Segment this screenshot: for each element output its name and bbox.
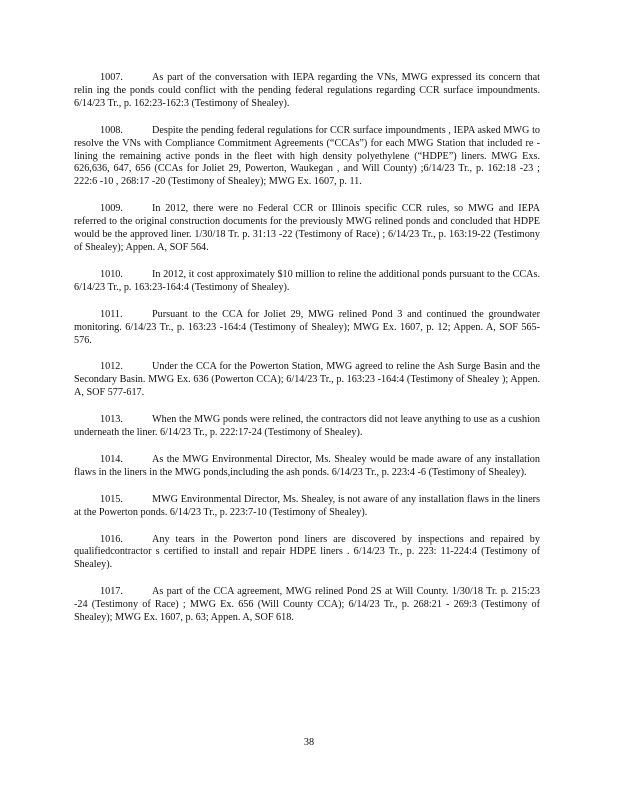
paragraph-text: Under the CCA for the Powerton Station, MWG agreed to reline the Ash Surge Basin and the Secondary Basin. MWG Ex. 636 (Powerton CCA); 6/14/23 Tr., p. 163:23 -164:4 (Testimony of Shealey ); Appen. A, SOF 577-617.	[74, 361, 540, 399]
paragraph-number: 1015.	[100, 493, 123, 505]
paragraph-1011	[74, 309, 540, 348]
paragraph-text: As part of the CCA agreement, MWG relined Pond 2S at Will County. 1/30/18 Tr. p. 215:23 -24 (Testimony of Race) ; MWG Ex. 656 (Will County CCA); 6/14/23 Tr., p. 268:21 - 269:3 (Testimony of Shealey); MWG Ex. 1607, p. 63; Appen. A, SOF 618.	[74, 586, 540, 624]
paragraph-number: 1010.	[100, 268, 123, 280]
paragraph-text: In 2012, there were no Federal CCR or Illinois specific CCR rules, so MWG and IEPA referred to the original construction documents for the previously MWG relined ponds and concluded that HDPE would be the approved liner. 1/30/18 Tr. p. 31:13 -22 (Testimony of Race) ; 6/14/23 Tr., p. 163:19-22 (Testimony of Shealey); Appen. A, SOF 564.	[74, 203, 540, 253]
paragraph-number: 1017.	[100, 586, 123, 598]
paragraph-1007	[74, 72, 540, 111]
paragraph-text: Any tears in the Powerton pond liners are discovered by inspections and repaired by qualifiedcontractor s certified to install and repair HDPE liners . 6/14/23 Tr., p. 223: 11-224:4 (Testimony of Shealey).	[74, 533, 540, 571]
paragraph-number: 1008.	[100, 124, 123, 136]
paragraph-1013	[74, 414, 540, 440]
paragraph-text: Despite the pending federal regulations for CCR surface impoundments , IEPA asked MWG to resolve the VNs with Compliance Commitment Agreements (“CCAs”) for each MWG Station that included re -lining the remaining active ponds in the fleet with high density polyethylene (“HDPE”) liners. MWG Exs. 626,636, 647, 656 (CCAs for Joliet 29, Powerton, Waukegan , and Will County) ;6/14/23 Tr., p. 162:18 -23 ; 222:6 -10 , 268:17 -20 (Testimony of Shealey); MWG Ex. 1607, p. 11.	[74, 124, 540, 188]
paragraph-1016	[74, 534, 540, 573]
paragraph-1014	[74, 454, 540, 480]
paragraph-text: As part of the conversation with IEPA regarding the VNs, MWG expressed its concern that relin ing the ponds could conflict with the pending federal regulations regarding CCR surface impoundments. 6/14/23 Tr., p. 162:23-162:3 (Testimony of Shealey).	[74, 72, 540, 109]
paragraph-number: 1007.	[100, 72, 123, 83]
paragraph-text: When the MWG ponds were relined, the contractors did not leave anything to use as a cushion underneath the liner. 6/14/23 Tr., p. 222:17-24 (Testimony of Shealey).	[74, 414, 540, 439]
paragraph-1015	[74, 494, 540, 520]
paragraph-number: 1012.	[100, 361, 123, 373]
paragraph-1009	[74, 203, 540, 255]
paragraph-text: MWG Environmental Director, Ms. Shealey, is not aware of any installation flaws in the liners at the Powerton ponds. 6/14/23 Tr., p. 223:7-10 (Testimony of Shealey).	[74, 493, 540, 518]
paragraph-1017	[74, 586, 540, 625]
paragraph-text: In 2012, it cost approximately $10 million to reline the additional ponds pursuant to the CCAs. 6/14/23 Tr., p. 163:23-164:4 (Testimony of Shealey).	[74, 268, 540, 293]
paragraph-text: Pursuant to the CCA for Joliet 29, MWG relined Pond 3 and continued the groundwater monitoring. 6/14/23 Tr., p. 163:23 -164:4 (Testimony of Shealey); MWG Ex. 1607, p. 12; Appen. A, SOF 565-576.	[74, 308, 540, 346]
paragraph-1008	[74, 125, 540, 190]
paragraph-number: 1013.	[100, 414, 123, 426]
document-body	[74, 72, 540, 639]
paragraph-1012	[74, 361, 540, 400]
paragraph-1010	[74, 269, 540, 295]
paragraph-number: 1016.	[100, 533, 123, 545]
paragraph-text: As the MWG Environmental Director, Ms. Shealey would be made aware of any installation flaws in the liners in the MWG ponds,including the ash ponds. 6/14/23 Tr., p. 223:4 -6 (Testimony of Shealey).	[74, 453, 540, 478]
paragraph-number: 1011.	[100, 308, 123, 320]
page-number: 38	[303, 737, 315, 748]
paragraph-number: 1009.	[100, 203, 123, 215]
paragraph-number: 1014.	[100, 453, 123, 465]
